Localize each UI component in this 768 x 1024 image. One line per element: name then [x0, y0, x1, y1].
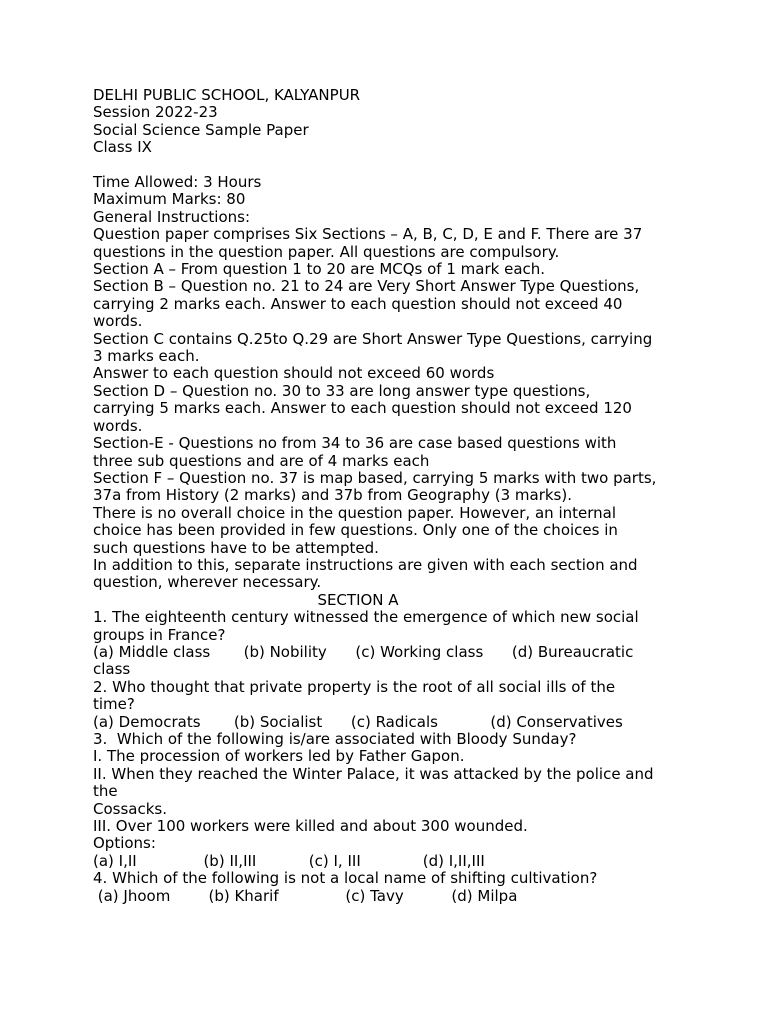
instruction-line: choice has been provided in few questions. Only one of the choices in [93, 521, 618, 540]
spacer [93, 157, 693, 174]
class-line: Class IX [93, 138, 152, 157]
statement: II. When they reached the Winter Palace, it was attacked by the police and [93, 764, 654, 783]
session-line: Session 2022-23 [93, 103, 218, 122]
instructions-list [93, 226, 693, 592]
statement: Cossacks. [93, 799, 167, 818]
maximum-marks: Maximum Marks: 80 [93, 190, 246, 209]
question-options: class [93, 660, 131, 679]
question-2 [93, 679, 693, 731]
question-text: 2. Who thought that private property is the root of all social ills of the [93, 677, 616, 696]
instruction-line: Section-E - Questions no from 34 to 36 are case based questions with [93, 434, 617, 453]
instruction-line: such questions have to be attempted. [93, 538, 379, 557]
instruction-line: questions in the question paper. All questions are compulsory. [93, 242, 560, 261]
instruction-line: 37a from History (2 marks) and 37b from Geography (3 marks). [93, 486, 572, 505]
question-options: (a) Middle class (b) Nobility (c) Working class (d) Bureaucratic [93, 642, 634, 661]
question-paper-page [93, 87, 693, 905]
instruction-line: Section D – Question no. 30 to 33 are long answer type questions, [93, 381, 591, 400]
question-text: 3. Which of the following is/are associated with Bloody Sunday? [93, 730, 577, 749]
question-text: 1. The eighteenth century witnessed the emergence of which new social [93, 608, 639, 627]
instruction-line: Section B – Question no. 21 to 24 are Very Short Answer Type Questions, [93, 277, 640, 296]
instruction-line: carrying 5 marks each. Answer to each question should not exceed 120 [93, 399, 632, 418]
question-4 [93, 870, 693, 905]
instruction-line: words. [93, 416, 143, 435]
statement: III. Over 100 workers were killed and about 300 wounded. [93, 817, 528, 836]
instruction-line: Question paper comprises Six Sections – A, B, C, D, E and F. There are 37 [93, 225, 643, 244]
instructions-heading: General Instructions: [93, 207, 251, 226]
question-text: groups in France? [93, 625, 226, 644]
options-label: Options: [93, 834, 156, 853]
question-text: 4. Which of the following is not a local name of shifting cultivation? [93, 869, 598, 888]
instruction-line: 3 marks each. [93, 347, 200, 366]
section-title: SECTION A [317, 590, 399, 609]
question-options: (a) Democrats (b) Socialist (c) Radicals (d) Conservatives [93, 712, 623, 731]
instruction-line: Section C contains Q.25to Q.29 are Short Answer Type Questions, carrying [93, 329, 653, 348]
instruction-line: Section A – From question 1 to 20 are MCQs of 1 mark each. [93, 260, 546, 279]
school-name: DELHI PUBLIC SCHOOL, KALYANPUR [93, 86, 361, 104]
instruction-line: three sub questions and are of 4 marks each [93, 451, 430, 470]
paper-title: Social Science Sample Paper [93, 120, 309, 139]
instruction-line: In addition to this, separate instructions are given with each section and [93, 555, 638, 574]
instruction-line: There is no overall choice in the question paper. However, an internal [93, 503, 616, 522]
instruction-line: Section F – Question no. 37 is map based, carrying 5 marks with two parts, [93, 468, 657, 487]
question-options: (a) Jhoom (b) Kharif (c) Tavy (d) Milpa [93, 886, 518, 905]
statement: I. The procession of workers led by Father Gapon. [93, 747, 465, 766]
instruction-line: carrying 2 marks each. Answer to each question should not exceed 40 [93, 294, 623, 313]
question-1 [93, 609, 693, 679]
question-options: (a) I,II (b) II,III (c) I, III (d) I,II,III [93, 851, 485, 870]
instruction-line: Answer to each question should not exceed 60 words [93, 364, 495, 383]
instruction-line: words. [93, 312, 143, 331]
instruction-line: question, wherever necessary. [93, 573, 322, 592]
time-allowed: Time Allowed: 3 Hours [93, 173, 262, 192]
question-text: time? [93, 695, 135, 714]
statement: the [93, 782, 118, 801]
question-3 [93, 731, 693, 870]
